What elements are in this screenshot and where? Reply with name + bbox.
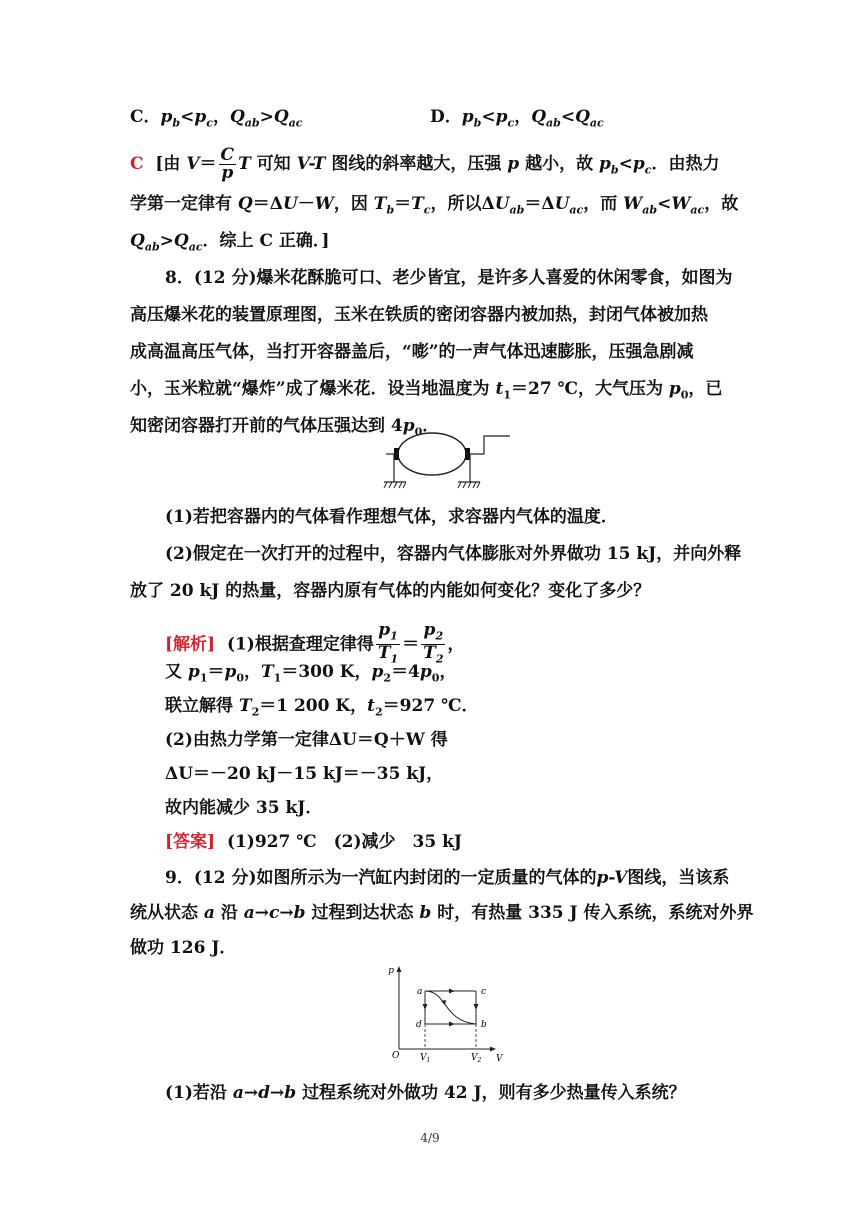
analysis-line-5: ΔU＝－20 kJ－15 kJ＝－35 kJ，	[165, 764, 444, 784]
point-c-label: c	[481, 987, 487, 997]
problem9-question-1: (1)若沿 a→d→b 过程系统对外做功 42 J，则有多少热量传入系统？	[165, 1083, 686, 1103]
point-d-label: d	[416, 1020, 422, 1030]
page-number: 4/9	[420, 1131, 440, 1145]
problem8-line-4: 小，玉米粒就“爆炸”成了爆米花．设当地温度为 $t_1=27$ ℃，大气压为 $p_0$，已	[130, 379, 723, 402]
analysis-line-6: 故内能减少 35 kJ．	[165, 798, 323, 818]
problem8-question-2-line-2: 放了 20 kJ 的热量，容器内原有气体的内能如何变化？变化了多少？	[130, 581, 651, 601]
problem8-line-3: 成高温高压气体，当打开容器盖后，“嘭”的一声气体迅速膨胀，压强急剧减	[130, 342, 694, 362]
p-axis-label: p	[388, 966, 394, 976]
option-c: C．$p_b<p_c$，$Q_{ab}>Q_{ac}$	[130, 107, 303, 130]
solution-line-3: $Q_{ab}>Q_{ac}$．综上 C 正确．]	[130, 231, 330, 254]
analysis-line-3: 联立解得 $T_2=1$ 200 K，$t_2=927$ ℃．	[165, 696, 479, 719]
problem8-question-2-line-1: (2)假定在一次打开的过程中，容器内气体膨胀对外界做功 15 kJ，并向外释	[165, 544, 742, 564]
point-a-label: a	[417, 987, 423, 997]
v1-label: $V_1$	[420, 1053, 431, 1063]
answer-line: [答案] (1)927 ℃ (2)减少 35 kJ	[165, 832, 462, 852]
pv-diagram	[385, 963, 510, 1063]
problem9-line-1: 9．(12 分)如图所示为一汽缸内封闭的一定质量的气体的p-V图线，当该系	[165, 868, 730, 888]
problem8-line-5: 知密闭容器打开前的气体压强达到 $4p_0$．	[130, 416, 440, 439]
analysis-line-2: 又 $p_1=p_0$，$T_1=300$ K，$p_2=4p_0$，	[165, 662, 457, 685]
v2-label: $V_2$	[471, 1053, 482, 1063]
solution-line-2: 学第一定律有 Q＝ΔU－W，因 $T_b=T_c$，所以$\Delta U_{ab}=\Delta U_{ac}$，而 $W_{ab}<W_{ac}$，故	[130, 194, 739, 217]
popcorn-machine-diagram	[380, 426, 520, 496]
v-axis-label: V	[496, 1054, 503, 1063]
origin-label: O	[392, 1051, 400, 1061]
analysis-line-4: (2)由热力学第一定律ΔU＝Q＋W 得	[165, 730, 448, 750]
problem8-line-1: 8．(12 分)爆米花酥脆可口、老少皆宜，是许多人喜爱的休闲零食，如图为	[165, 268, 733, 288]
problem8-question-1: (1)若把容器内的气体看作理想气体，求容器内气体的温度．	[165, 507, 618, 527]
problem8-line-2: 高压爆米花的装置原理图，玉米在铁质的密闭容器内被加热，封闭气体被加热	[130, 305, 708, 325]
problem9-line-3: 做功 126 J．	[130, 938, 237, 958]
analysis-line-1: [解析] (1)根据查理定律得 $\frac{p_1}{T_1}$ ＝ $\frac{p_2}{T_2}$ ，	[165, 620, 465, 666]
problem9-line-2: 统从状态 a 沿 a→c→b 过程到达状态 b 时，有热量 335 J 传入系统，系统对外界	[130, 903, 754, 923]
option-d: D．$p_b<p_c$，$Q_{ab}<Q_{ac}$	[430, 107, 604, 130]
solution-line-1: C [由 V＝ $\frac{C}{p}$ T 可知 V-T 图线的斜率越大，压强 p 越小，故 $p_b<p_c$．由热力	[130, 145, 720, 183]
point-b-label: b	[481, 1020, 487, 1030]
